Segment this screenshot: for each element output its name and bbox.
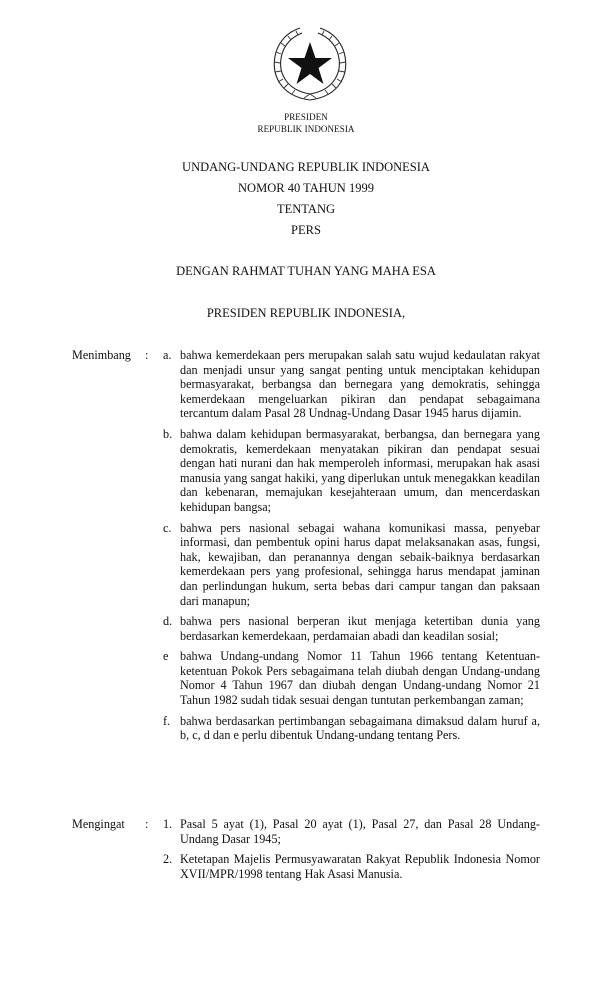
menimbang-item-f [72,714,542,743]
presidential-seal-icon [266,24,354,104]
menimbang-item-e [72,649,542,707]
header-republic: REPUBLIK INDONESIA [257,124,355,134]
item-marker: d. [163,614,173,629]
mengingat-colon: : [145,817,149,831]
title-number: NOMOR 40 TAHUN 1999 [238,181,374,195]
title-subject: PERS [291,223,321,237]
item-text: bahwa pers nasional sebagai wahana komunikasi massa, penyebar informasi, dan pembentuk opini harus dapat melaksanakan asas, fungsi, hak, kewajiban, dan peranannya dengan sebaik-baiknya berdasarkan kemerdekaan pers yang profesional, sehingga harus mendapat jaminan dan perlindungan hukum, serta bebas dari campur tangan dan paksaan dari manapun; [180,520,540,608]
menimbang-item-b [72,427,542,515]
mengingat-item-2 [72,852,542,881]
item-marker: c. [163,520,172,535]
menimbang-section [72,348,542,743]
item-text: bahwa dalam kehidupan bermasyarakat, berbangsa, dan bernegara yang demokratis, kemerdekaan menyatakan pikiran dan pendapat sesuai dengan hati nurani dan hak memperoleh informasi, merupakan hak asasi manusia yang sangat hakiki, yang diperlukan untuk menegakkan keadilan dan kebenaran, memajukan kesejahteraan umum, dan mencerdaskan kehidupan bangsa; [180,426,540,514]
item-text: bahwa pers nasional berperan ikut menjaga ketertiban dunia yang berdasarkan kemerdekaan, perdamaian abadi dan keadilan sosial; [180,614,540,643]
item-marker: 1. [163,817,173,831]
mengingat-item-1 [72,817,542,846]
title-about: TENTANG [276,202,335,216]
item-marker: a. [163,348,172,362]
item-marker: 2. [163,852,173,867]
item-text: Ketetapan Majelis Permusyawaratan Rakyat Republik Indonesia Nomor XVII/MPR/1998 tentang Hak Asasi Manusia. [180,852,540,881]
menimbang-item-a [72,348,542,421]
mengingat-label: Mengingat [72,817,125,831]
item-marker: f. [163,713,171,728]
menimbang-label: Menimbang [72,348,131,362]
header-president: PRESIDEN [284,112,328,122]
menimbang-item-c [72,521,542,609]
title-law-name: UNDANG-UNDANG REPUBLIK INDONESIA [182,160,430,174]
mengingat-section [72,817,542,881]
item-text: bahwa kemerdekaan pers merupakan salah satu wujud kedaulatan rakyat dan menjadi unsur yang sangat penting untuk menciptakan kehidupan bermasyarakat, berbangsa dan bernegara yang demokratis, sehingga kemerdekaan mengeluarkan pikiran dan pendapat sebagaimana tercantum dalam Pasal 28 Undnag-Undang Dasar 1945 harus dijamin. [180,348,540,421]
item-marker: e [163,649,169,664]
item-marker: b. [163,426,173,441]
menimbang-item-d [72,614,542,643]
item-text: bahwa Undang-undang Nomor 11 Tahun 1966 tentang Ketentuan-ketentuan Pokok Pers sebagaimana telah diubah dengan Undang-undang Nomor 4 Tahun 1967 dan diubah dengan Undang-undang Nomor 21 Tahun 1982 sudah tidak sesuai dengan tuntutan perkembangan zaman; [180,649,540,708]
item-text: Pasal 5 ayat (1), Pasal 20 ayat (1), Pasal 27, dan Pasal 28 Undang-Undang Dasar 1945; [180,817,540,846]
menimbang-colon: : [145,348,149,362]
authority: PRESIDEN REPUBLIK INDONESIA, [206,306,406,320]
invocation: DENGAN RAHMAT TUHAN YANG MAHA ESA [176,264,436,278]
item-text: bahwa berdasarkan pertimbangan sebagaimana dimaksud dalam huruf a, b, c, d dan e perlu dibentuk Undang-undang tentang Pers. [180,713,540,743]
